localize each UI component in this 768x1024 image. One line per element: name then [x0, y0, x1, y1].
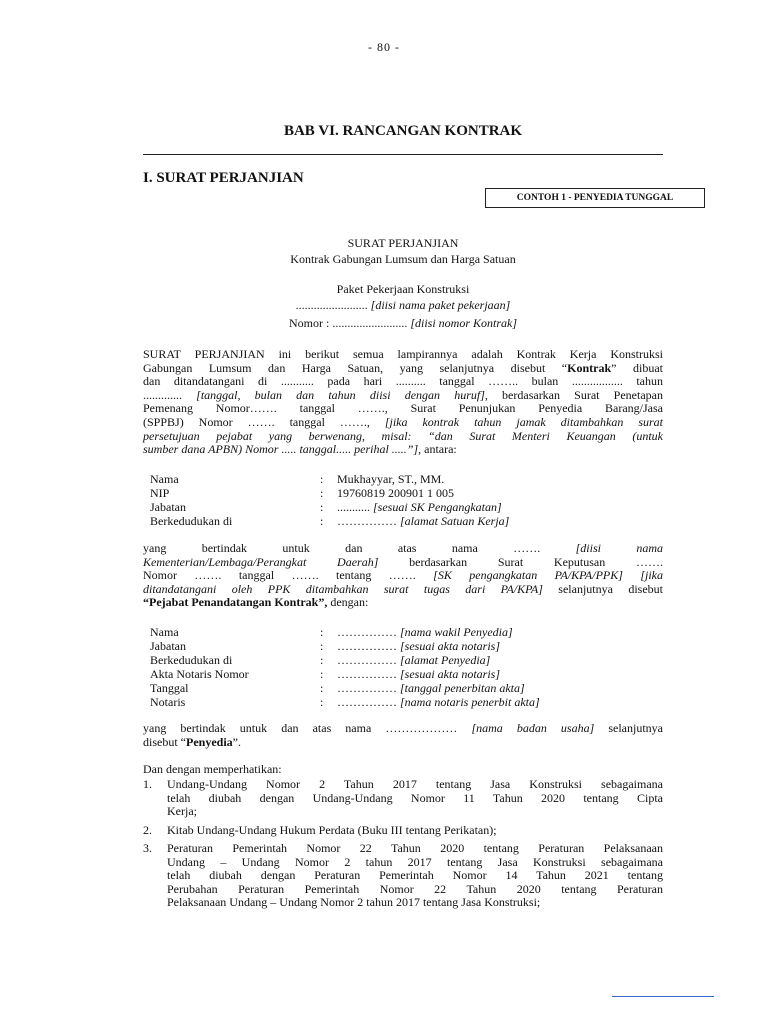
page-number: - 80 - [368, 40, 400, 54]
contract-number-line: Nomor : ......................... [diisi nomor Kontrak] [288, 316, 518, 330]
document-heading: SURAT PERJANJIAN [347, 236, 459, 250]
example-badge: CONTOH 1 - PENYEDIA TUNGGAL [485, 188, 705, 208]
chapter-title: BAB VI. RANCANGAN KONTRAK [283, 123, 523, 139]
party2-description: yang bertindak untuk dan atas nama ……………… [nama badan usaha] selanjutnya disebut “Penyedia”. [143, 721, 663, 749]
considering-title: Dan dengan memperhatikan: [143, 762, 282, 776]
section-title: I. SURAT PERJANJIAN [143, 170, 304, 186]
intro-paragraph: SURAT PERJANJIAN ini berikut semua lampirannya adalah Kontrak Kerja Konstruksi Gabungan Lumsum dan Harga Satuan, yang selanjutnya disebut “Kontrak” dibuat dan ditandatangani di ........... pada hari .......... tanggal …….. bulan ................. tahun ............. [tanggal, bulan dan tahun diisi dengan huruf], berdasarkan Surat Penetapan Pemenang Nomor……. tanggal ……., Surat Penunjukan Penyedia Barang/Jasa (SPPBJ) Nomor ……. tanggal ……., [jika kontrak tahun jamak ditambahkan surat persetujuan pejabat yang berwenang, misal: “dan Surat Menteri Keuangan (untuk sumber dana APBN) Nomor ..... tanggal..... perihal .....”], antara: [143, 347, 663, 457]
package-name-line: ........................ [diisi nama paket pekerjaan] [295, 298, 511, 312]
considering-item-1: 1. Undang-Undang Nomor 2 Tahun 2017 tentang Jasa Konstruksi sebagaimana telah diubah dengan Undang-Undang Nomor 11 Tahun 2020 tentang Cipta Kerja; [143, 777, 663, 819]
party1-table: Nama : Mukhayyar, ST., MM. NIP : 19760819 200901 1 005 Jabatan : ........... [sesuai SK Pengangkatan] Berkedudukan di : …………… [alamat Satuan Kerja] [150, 472, 510, 528]
party2-table: Nama : …………… [nama wakil Penyedia] Jabatan : …………… [sesuai akta notaris] Berkedudukan di : …………… [alamat Penyedia] Akta Notaris Nomor : …………… [sesuai akta notaris] Tanggal : …………… [tanggal penerbitan akta] Notaris : …………… [nama notaris penerbit akta] [150, 625, 540, 709]
title-divider [143, 154, 663, 155]
bottom-link-line[interactable] [612, 996, 714, 997]
contract-type: Kontrak Gabungan Lumsum dan Harga Satuan [290, 252, 516, 266]
considering-item-2: 2. Kitab Undang-Undang Hukum Perdata (Buku III tentang Perikatan); [143, 823, 497, 837]
considering-item-3: 3. Peraturan Pemerintah Nomor 22 Tahun 2020 tentang Peraturan Pelaksanaan Undang – Undang Nomor 2 tahun 2017 tentang Jasa Konstruksi sebagaimana telah diubah dengan Peraturan Pemerintah Nomor 14 Tahun 2021 tentang Perubahan Peraturan Pemerintah Nomor 22 Tahun 2020 tentang Peraturan Pelaksanaan Undang – Undang Nomor 2 tahun 2017 tentang Jasa Konstruksi; [143, 841, 663, 910]
party1-description: yang bertindak untuk dan atas nama ……. [diisi nama Kementerian/Lembaga/Perangkat Daerah] berdasarkan Surat Keputusan ……. Nomor ……. tanggal ……. tentang ……. [SK pengangkatan PA/KPA/PPK] [jika ditandatangani oleh PPK ditambahkan surat tugas dari PA/KPA] selanjutnya disebut “Pejabat Penandatangan Kontrak”, dengan: [143, 541, 663, 610]
package-label: Paket Pekerjaan Konstruksi [336, 282, 470, 296]
